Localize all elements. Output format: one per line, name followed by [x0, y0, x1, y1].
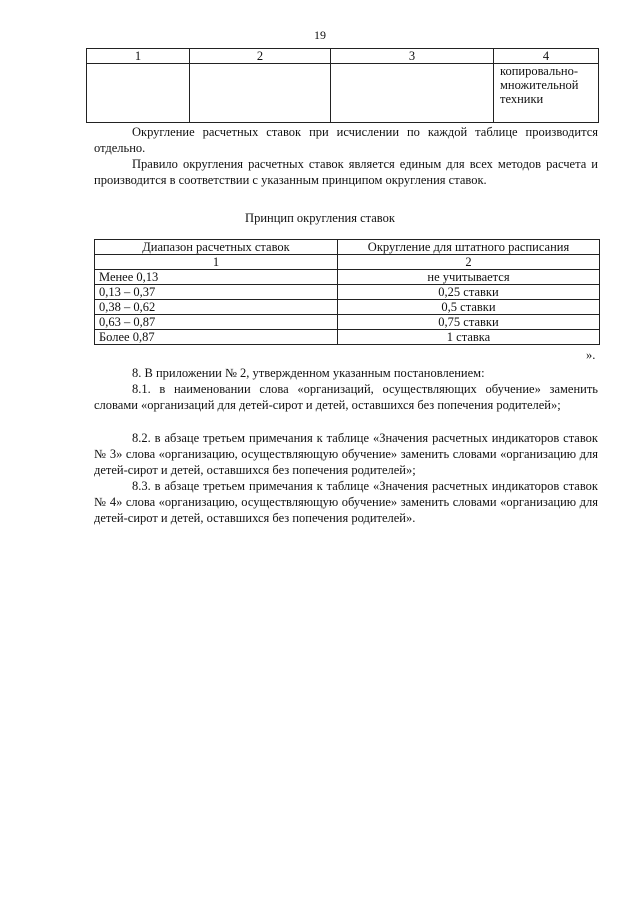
continued-table	[86, 48, 599, 123]
page-number: 19	[314, 28, 326, 42]
table-row	[95, 285, 600, 300]
paragraph-text: 8.1. в наименовании слова «организаций, осуществляющих обучение» заменить словами «организаций для детей-сирот и детей, оставшихся без попечения родителей»;	[94, 382, 598, 412]
paragraph-rounding-rule	[94, 156, 598, 188]
amendment-item-8-3	[94, 478, 598, 526]
paragraph-text: 8. В приложении № 2, утвержденном указанным постановлением:	[132, 366, 485, 380]
table-row	[95, 315, 600, 330]
rounding-table	[94, 239, 600, 345]
paragraph-rounding-separately	[94, 124, 598, 156]
paragraph-text: Правило округления расчетных ставок является единым для всех методов расчета и производится в соответствии с указанным принципом округления ставок.	[94, 157, 598, 187]
table-caption: Принцип округления ставок	[245, 211, 395, 225]
column-number-2: 2	[190, 49, 331, 64]
table-header-row	[95, 240, 600, 255]
range-cell: Более 0,87	[95, 330, 338, 345]
column-header-rounding: Округление для штатного расписания	[338, 240, 600, 255]
table-row	[95, 300, 600, 315]
column-number-1: 1	[95, 255, 338, 270]
table-header-row	[87, 49, 599, 64]
column-number-1: 1	[87, 49, 190, 64]
table-cell	[190, 64, 331, 123]
table-cell	[87, 64, 190, 123]
rounding-cell: 0,5 ставки	[338, 300, 600, 315]
amendment-item-8-1	[94, 381, 598, 413]
table-row	[95, 270, 600, 285]
range-cell: 0,13 – 0,37	[95, 285, 338, 300]
paragraph-text: 8.2. в абзаце третьем примечания к таблице «Значения расчетных индикаторов ставок № 3» слова «организацию, осуществляющую обучение» заменить словами «организацию для детей-сирот и детей, оставшихся без попечения родителей»;	[94, 431, 598, 477]
range-cell: 0,38 – 0,62	[95, 300, 338, 315]
column-header-range: Диапазон расчетных ставок	[95, 240, 338, 255]
table-cell	[494, 64, 599, 123]
table-cell	[331, 64, 494, 123]
rounding-cell: 0,25 ставки	[338, 285, 600, 300]
closing-quote: ».	[586, 348, 596, 362]
cell-line: множительной	[500, 78, 579, 92]
column-number-3: 3	[331, 49, 494, 64]
table-row	[87, 64, 599, 123]
range-cell: 0,63 – 0,87	[95, 315, 338, 330]
range-cell: Менее 0,13	[95, 270, 338, 285]
paragraph-text: Округление расчетных ставок при исчислении по каждой таблице производится отдельно.	[94, 125, 598, 155]
column-number-4: 4	[494, 49, 599, 64]
rounding-cell: не учитывается	[338, 270, 600, 285]
column-number-2: 2	[338, 255, 600, 270]
amendment-item-8	[94, 365, 598, 381]
table-row	[95, 330, 600, 345]
paragraph-text: 8.3. в абзаце третьем примечания к таблице «Значения расчетных индикаторов ставок № 4» слова «организацию, осуществляющую обучение» заменить словами «организацию для детей-сирот и детей, оставшихся без попечения родителей».	[94, 479, 598, 525]
table-number-row	[95, 255, 600, 270]
cell-line: техники	[500, 92, 544, 106]
rounding-cell: 0,75 ставки	[338, 315, 600, 330]
amendment-item-8-2	[94, 430, 598, 478]
cell-line: копировально-	[500, 64, 579, 78]
rounding-cell: 1 ставка	[338, 330, 600, 345]
